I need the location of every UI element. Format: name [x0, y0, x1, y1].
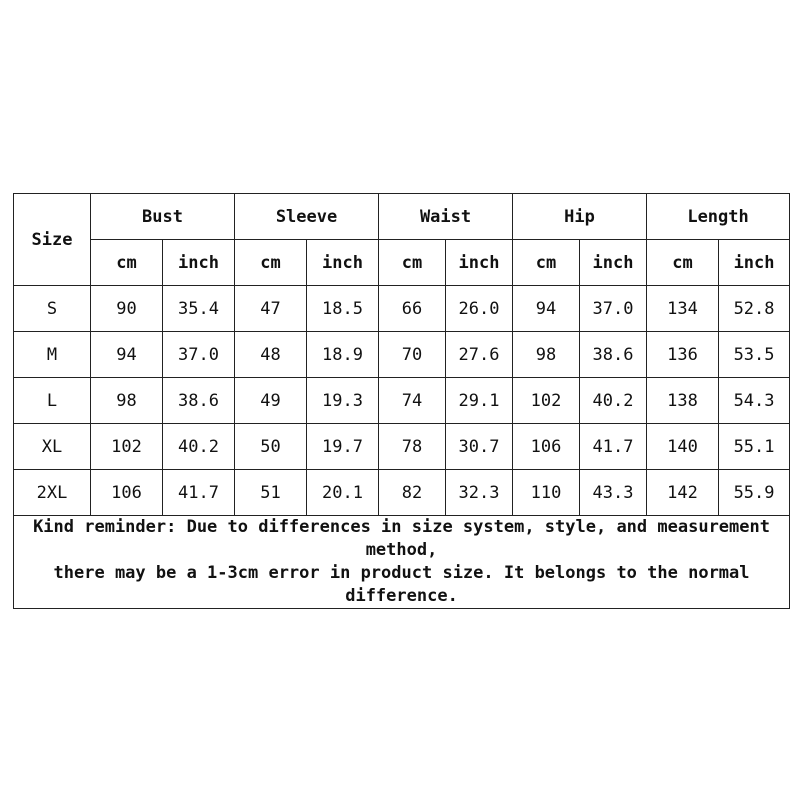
size-label: S — [14, 286, 91, 332]
unit-header-inch: inch — [307, 240, 379, 286]
header-row-groups — [14, 194, 790, 240]
measurement-cell: 54.3 — [719, 378, 790, 424]
measurement-cell: 43.3 — [580, 470, 647, 516]
measurement-cell: 49 — [235, 378, 307, 424]
measurement-cell: 94 — [513, 286, 580, 332]
unit-header-cm: cm — [379, 240, 446, 286]
group-header-bust: Bust — [91, 194, 235, 240]
size-label: XL — [14, 424, 91, 470]
measurement-cell: 136 — [647, 332, 719, 378]
measurement-cell: 19.3 — [307, 378, 379, 424]
measurement-cell: 18.5 — [307, 286, 379, 332]
unit-header-inch: inch — [446, 240, 513, 286]
measurement-cell: 106 — [91, 470, 163, 516]
measurement-cell: 30.7 — [446, 424, 513, 470]
measurement-cell: 26.0 — [446, 286, 513, 332]
measurement-cell: 55.9 — [719, 470, 790, 516]
measurement-cell: 55.1 — [719, 424, 790, 470]
group-header-hip: Hip — [513, 194, 647, 240]
measurement-cell: 18.9 — [307, 332, 379, 378]
table-row — [14, 332, 790, 378]
unit-header-inch: inch — [580, 240, 647, 286]
measurement-cell: 40.2 — [580, 378, 647, 424]
measurement-cell: 74 — [379, 378, 446, 424]
measurement-cell: 41.7 — [163, 470, 235, 516]
table-row — [14, 470, 790, 516]
measurement-cell: 19.7 — [307, 424, 379, 470]
measurement-cell: 37.0 — [163, 332, 235, 378]
measurement-cell: 35.4 — [163, 286, 235, 332]
measurement-cell: 102 — [91, 424, 163, 470]
size-chart-table — [13, 193, 790, 609]
measurement-cell: 47 — [235, 286, 307, 332]
measurement-cell: 38.6 — [580, 332, 647, 378]
measurement-cell: 32.3 — [446, 470, 513, 516]
unit-header-cm: cm — [513, 240, 580, 286]
group-header-length: Length — [647, 194, 790, 240]
measurement-cell: 110 — [513, 470, 580, 516]
size-label: L — [14, 378, 91, 424]
measurement-cell: 41.7 — [580, 424, 647, 470]
measurement-cell: 78 — [379, 424, 446, 470]
measurement-cell: 38.6 — [163, 378, 235, 424]
size-label: 2XL — [14, 470, 91, 516]
table-row — [14, 424, 790, 470]
header-row-units — [14, 240, 790, 286]
measurement-cell: 48 — [235, 332, 307, 378]
measurement-cell: 51 — [235, 470, 307, 516]
measurement-cell: 102 — [513, 378, 580, 424]
unit-header-inch: inch — [719, 240, 790, 286]
size-rows — [14, 286, 790, 516]
note-line-2: there may be a 1-3cm error in product size. It belongs to the normal difference. — [53, 563, 750, 606]
measurement-cell: 40.2 — [163, 424, 235, 470]
measurement-cell: 106 — [513, 424, 580, 470]
unit-header-cm: cm — [647, 240, 719, 286]
unit-header-inch: inch — [163, 240, 235, 286]
measurement-cell: 66 — [379, 286, 446, 332]
note-row — [14, 516, 790, 609]
measurement-cell: 52.8 — [719, 286, 790, 332]
measurement-cell: 27.6 — [446, 332, 513, 378]
note-line-1: Kind reminder: Due to differences in size system, style, and measurement method, — [33, 517, 770, 560]
measurement-cell: 94 — [91, 332, 163, 378]
table-row — [14, 286, 790, 332]
measurement-cell: 70 — [379, 332, 446, 378]
size-label: M — [14, 332, 91, 378]
measurement-cell: 98 — [91, 378, 163, 424]
unit-header-cm: cm — [91, 240, 163, 286]
table-row — [14, 378, 790, 424]
measurement-cell: 98 — [513, 332, 580, 378]
measurement-cell: 37.0 — [580, 286, 647, 332]
measurement-cell: 142 — [647, 470, 719, 516]
group-header-waist: Waist — [379, 194, 513, 240]
kind-reminder-note — [14, 516, 790, 609]
measurement-cell: 134 — [647, 286, 719, 332]
unit-header-cm: cm — [235, 240, 307, 286]
group-header-sleeve: Sleeve — [235, 194, 379, 240]
measurement-cell: 82 — [379, 470, 446, 516]
size-header: Size — [14, 194, 91, 286]
measurement-cell: 53.5 — [719, 332, 790, 378]
measurement-cell: 140 — [647, 424, 719, 470]
measurement-cell: 50 — [235, 424, 307, 470]
measurement-cell: 138 — [647, 378, 719, 424]
measurement-cell: 90 — [91, 286, 163, 332]
measurement-cell: 20.1 — [307, 470, 379, 516]
measurement-cell: 29.1 — [446, 378, 513, 424]
